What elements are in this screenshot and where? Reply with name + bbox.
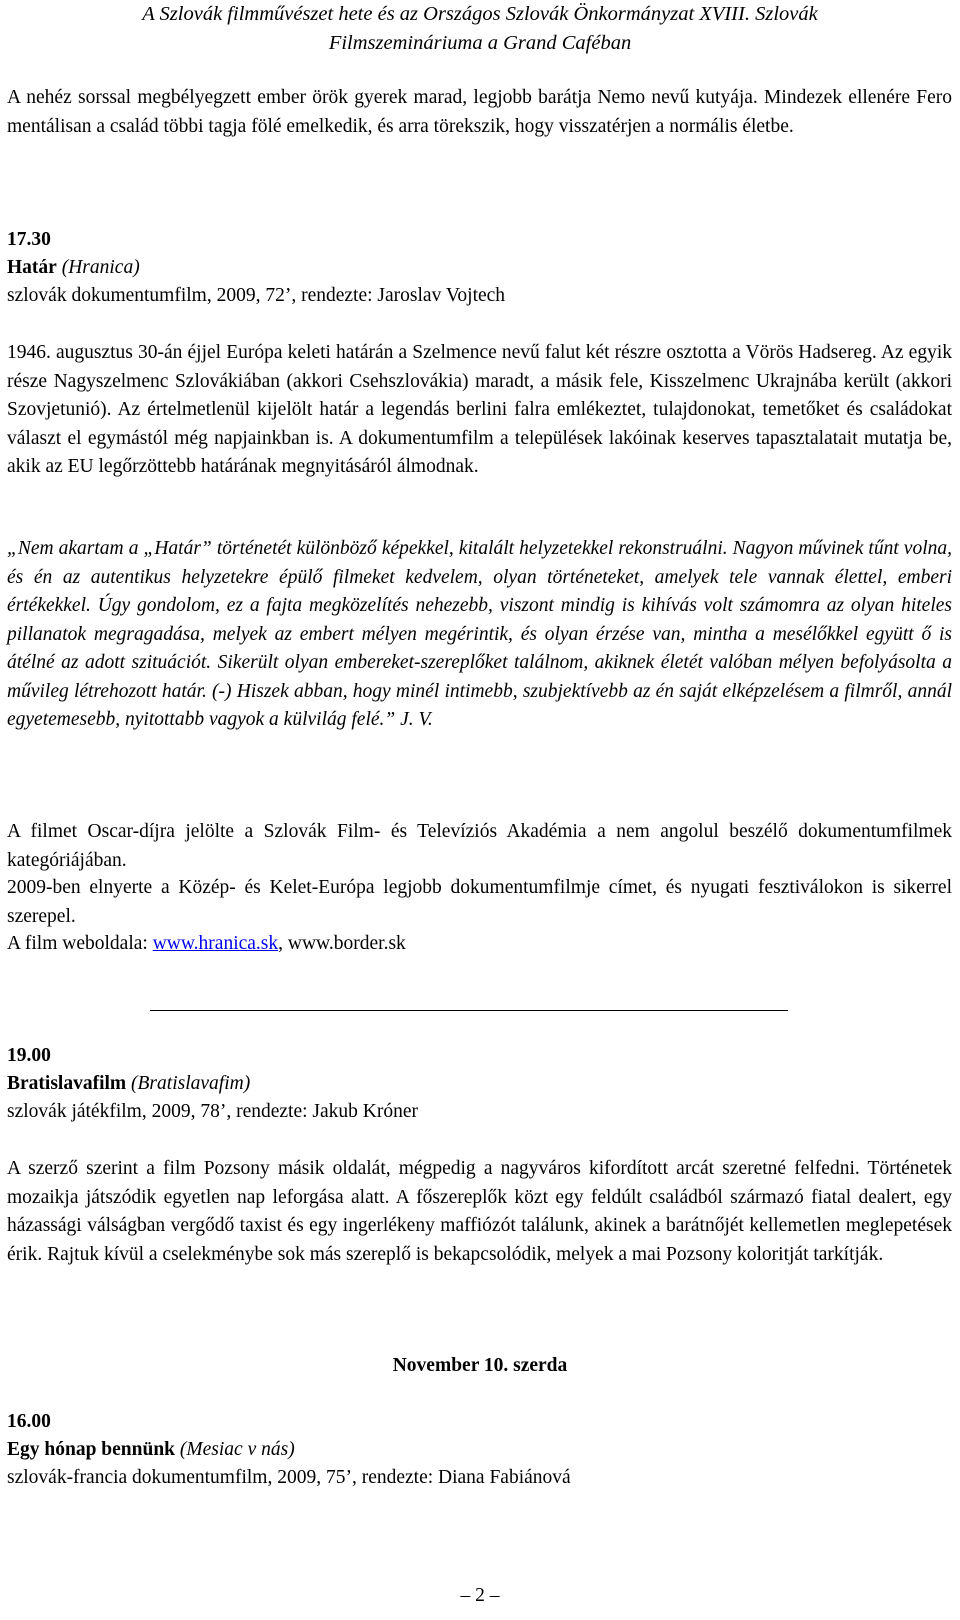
section-divider (150, 1010, 788, 1011)
film2-title-line (7, 1070, 250, 1099)
film1-website (7, 930, 406, 959)
page-number: – 2 – (460, 1585, 500, 1606)
film2-time: 19.00 (7, 1045, 51, 1066)
film1-director-quote: „Nem akartam a „Határ” történetét különböző képekkel, kitalált helyzetekkel rekonstruálni. Nagyon művinek tűnt volna, és én az autentikus helyzetekre épülő filmeket kedvelem, olyan történeteket, amelyek tele vannak élettel, emberi értékekkel. Úgy gondolom, ez a fajta megközelítés nehezebb, viszont mindig is kihívás volt számomra az olyan hiteles pillanatok megragadása, melyek az embert mélyen megérintik, és olyan érzése van, mintha a mesélőkkel együtt ő is átélné az adott szituációt. Sikerült olyan embereket-szereplőket találnom, akiknek életét valóban mélyen befolyásolta a művileg létrehozott határ. (-) Hiszek abban, hogy minél intimebb, szubjektívebb az én saját elképzelésem a filmről, annál egyetemesebb, nyitottabb vagyok a külvilág felé.” J. V. (7, 538, 952, 730)
website-label: A film weboldala: (7, 933, 153, 954)
film1-details: szlovák dokumentumfilm, 2009, 72’, rendezte: Jaroslav Vojtech (7, 285, 506, 306)
film1-title: Határ (7, 257, 57, 278)
film3-time: 16.00 (7, 1411, 51, 1432)
film3-original-title: (Mesiac v nás) (179, 1439, 295, 1460)
film2-description: A szerző szerint a film Pozsony másik oldalát, mégpedig a nagyváros kifordított arcát szeretné felfedni. Történetek mozaikja játszódik egyetlen nap leforgása alatt. A főszereplők közt egy feldúlt családból származó fiatal dealert, egy házassági válságban vergődő taxist és egy ingerlékeny maffiózót találunk, akinek a barátnőjét kellemetlen meglepetések érik. Rajtuk kívül a cselekménybe sok más szereplő is bekapcsolódik, melyek a mai Pozsony koloritját tarkítják. (7, 1158, 952, 1265)
film2-title: Bratislavafilm (7, 1073, 127, 1094)
website-link-border[interactable]: www.border.sk (287, 933, 406, 954)
website-link-hranica[interactable]: www.hranica.sk (152, 933, 279, 954)
film2-original-title: (Bratislavafim) (131, 1073, 251, 1094)
header-line-1: A Szlovák filmművészet hete és az Országos Szlovák Önkormányzat XVIII. Szlovák (142, 3, 818, 25)
header-line-2: Filmszemináriuma a Grand Caféban (328, 32, 632, 54)
film3-details: szlovák-francia dokumentumfilm, 2009, 75’, rendezte: Diana Fabiánová (7, 1467, 571, 1488)
film1-awards-oscar: A filmet Oscar-díjra jelölte a Szlovák Film- és Televíziós Akadémia a nem angolul beszélő dokumentumfilmek kategóriájában. (7, 821, 952, 871)
film2-details: szlovák játékfilm, 2009, 78’, rendezte: Jakub Króner (7, 1101, 418, 1122)
film1-title-line (7, 254, 140, 283)
film1-original-title: (Hranica) (61, 257, 140, 278)
film1-awards-cee: 2009-ben elnyerte a Közép- és Kelet-Európa legjobb dokumentumfilmje címet, és nyugati fesztiválokon is sikerrel szerepel. (7, 877, 952, 927)
film1-time: 17.30 (7, 229, 51, 250)
website-separator: , (278, 933, 288, 954)
day-heading: November 10. szerda (392, 1355, 568, 1376)
page-header (0, 0, 960, 58)
intro-paragraph: A nehéz sorssal megbélyegzett ember örök gyerek marad, legjobb barátja Nemo nevű kutyája. Mindezek ellenére Fero mentálisan a család többi tagja fölé emelkedik, és arra törekszik, hogy visszatérjen a normális életbe. (7, 87, 952, 137)
film3-title-line (7, 1436, 295, 1465)
film3-title: Egy hónap bennünk (7, 1439, 176, 1460)
film1-description: 1946. augusztus 30-án éjjel Európa keleti határán a Szelmence nevű falut két részre osztotta a Vörös Hadsereg. Az egyik része Nagyszelmenc Szlovákiában (akkori Csehszlovákia) maradt, a másik fele, Kisszelmenc Ukrajnába került (akkori Szovjetunió). Az értelmetlenül kijelölt határ a legendás berlini falra emlékeztet, tulajdonokat, temetőket és családokat választ el egymástól még napjainkban is. A dokumentumfilm a települések lakóinak keserves tapasztalatait mutatja be, akik az EU legőrzöttebb határának megnyitásáról álmodnak. (7, 342, 952, 477)
